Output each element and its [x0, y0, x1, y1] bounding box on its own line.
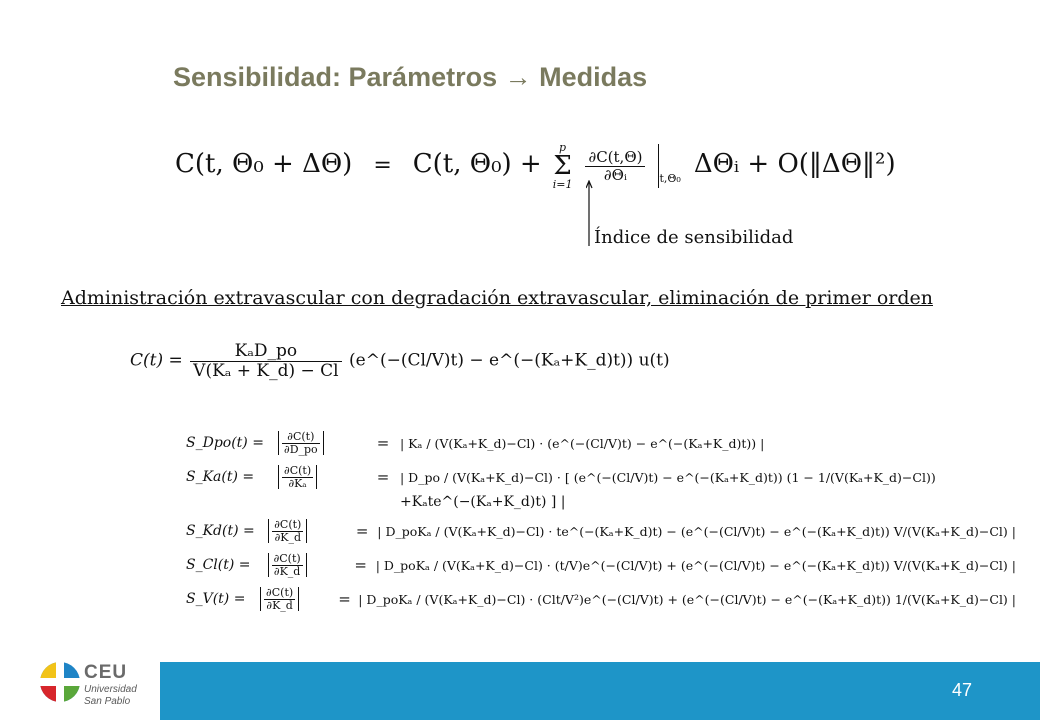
- taylor-rhs-start: C(t, Θ₀) +: [412, 149, 542, 179]
- sensitivity-row-dpo: [186, 426, 1016, 460]
- ceu-logo-icon: [38, 660, 82, 704]
- taylor-equation: [175, 142, 896, 190]
- sensitivity-index-label: Índice de sensibilidad: [594, 227, 794, 248]
- sensitivity-row-v: [186, 582, 1016, 616]
- sens-den: ∂D_po: [284, 442, 318, 456]
- sens-lhs: S_Cl(t) =: [186, 557, 251, 573]
- sens-rhs: | D_poKₐ / (V(Kₐ+K_d)−Cl) · (t/V)e^(−(Cl/V)t) + (e^(−(Cl/V)t) − e^(−(Kₐ+K_d)t)) V/(V(Kₐ+K_d)−Cl) |: [375, 557, 1016, 573]
- sens-lhs: S_Ka(t) =: [186, 469, 255, 485]
- evaluation-point: t,Θ₀: [659, 172, 681, 185]
- footer-bar: [160, 662, 1040, 720]
- sens-num: ∂C(t): [282, 431, 320, 444]
- sens-rhs: | D_poKₐ / (V(Kₐ+K_d)−Cl) · te^(−(Kₐ+K_d)t) − (e^(−(Cl/V)t) − e^(−(Kₐ+K_d)t)) V/(V(Kₐ+K_d)−Cl) |: [377, 523, 1016, 539]
- sens-rhs: | D_poKₐ / (V(Kₐ+K_d)−Cl) · (Clt/V²)e^(−(Cl/V)t) + (e^(−(Cl/V)t) − e^(−(Kₐ+K_d)t)) 1/(V(Kₐ+K_d)−Cl) |: [358, 591, 1016, 607]
- sensitivity-row-cl: [186, 548, 1016, 582]
- sens-equals: =: [355, 522, 369, 540]
- logo-text: [84, 662, 137, 708]
- sens-rhs: | Kₐ / (V(Kₐ+K_d)−Cl) · (e^(−(Cl/V)t) − e^(−(Kₐ+K_d)t)) |: [400, 435, 765, 451]
- sens-equals: =: [376, 468, 390, 486]
- partial-derivative: [585, 149, 645, 183]
- sensitivity-equations: [186, 426, 1016, 616]
- summation: [553, 142, 573, 190]
- page-number: 47: [952, 680, 973, 700]
- sens-num: ∂C(t): [266, 585, 294, 599]
- conc-numerator: KₐD_po: [190, 342, 341, 362]
- subheading: Administración extravascular con degradación extravascular, eliminación de primer orden: [61, 287, 933, 309]
- sensitivity-row-kd: [186, 514, 1016, 548]
- taylor-equals: =: [373, 153, 392, 178]
- sensitivity-ka-continuation: +Kₐte^(−(Kₐ+K_d)t) ] |: [400, 494, 566, 510]
- logo-line-2: San Pablo: [84, 696, 131, 707]
- sens-num: ∂C(t): [274, 517, 302, 531]
- sensitivity-row-ka: [186, 460, 1016, 494]
- sens-den: ∂K_d: [266, 598, 293, 612]
- sens-den: ∂K_d: [274, 530, 302, 544]
- logo-name: CEU: [84, 662, 128, 683]
- slide-title: Sensibilidad: Parámetros → Medidas: [173, 62, 648, 92]
- sigma-symbol: Σ: [553, 151, 572, 181]
- deriv-numerator: ∂C(t,Θ): [585, 149, 645, 167]
- sens-den: ∂K_d: [273, 564, 301, 578]
- conc-rhs: (e^(−(Cl/V)t) − e^(−(Kₐ+K_d)t)) u(t): [349, 350, 670, 371]
- sens-equals: =: [354, 556, 367, 574]
- taylor-lhs: C(t, Θ₀ + ΔΘ): [175, 149, 353, 179]
- sens-equals: =: [338, 590, 351, 608]
- sens-lhs: S_Kd(t) =: [186, 523, 255, 539]
- conc-fraction: [190, 342, 341, 380]
- sens-lhs: S_V(t) =: [186, 591, 246, 607]
- taylor-rhs-end: ΔΘᵢ + O(‖ΔΘ‖²): [693, 149, 896, 179]
- sum-lower: i=1: [552, 178, 573, 191]
- logo-line-1: Universidad: [84, 684, 137, 695]
- sens-den: ∂Kₐ: [288, 476, 307, 490]
- sum-upper: p: [559, 141, 567, 154]
- conc-lhs: C(t) =: [130, 350, 183, 371]
- sens-num: ∂C(t): [284, 463, 312, 477]
- deriv-denominator: ∂Θᵢ: [603, 165, 627, 184]
- concentration-equation: [130, 342, 670, 380]
- sens-num: ∂C(t): [273, 551, 301, 565]
- conc-denominator: V(Kₐ + K_d) − Cl: [193, 360, 339, 381]
- sens-lhs: S_Dpo(t) =: [186, 435, 264, 451]
- sens-rhs: | D_po / (V(Kₐ+K_d)−Cl) · [ (e^(−(Cl/V)t) − e^(−(Kₐ+K_d)t)) (1 − 1/(V(Kₐ+K_d)−Cl)): [400, 469, 936, 485]
- sens-equals: =: [376, 434, 390, 452]
